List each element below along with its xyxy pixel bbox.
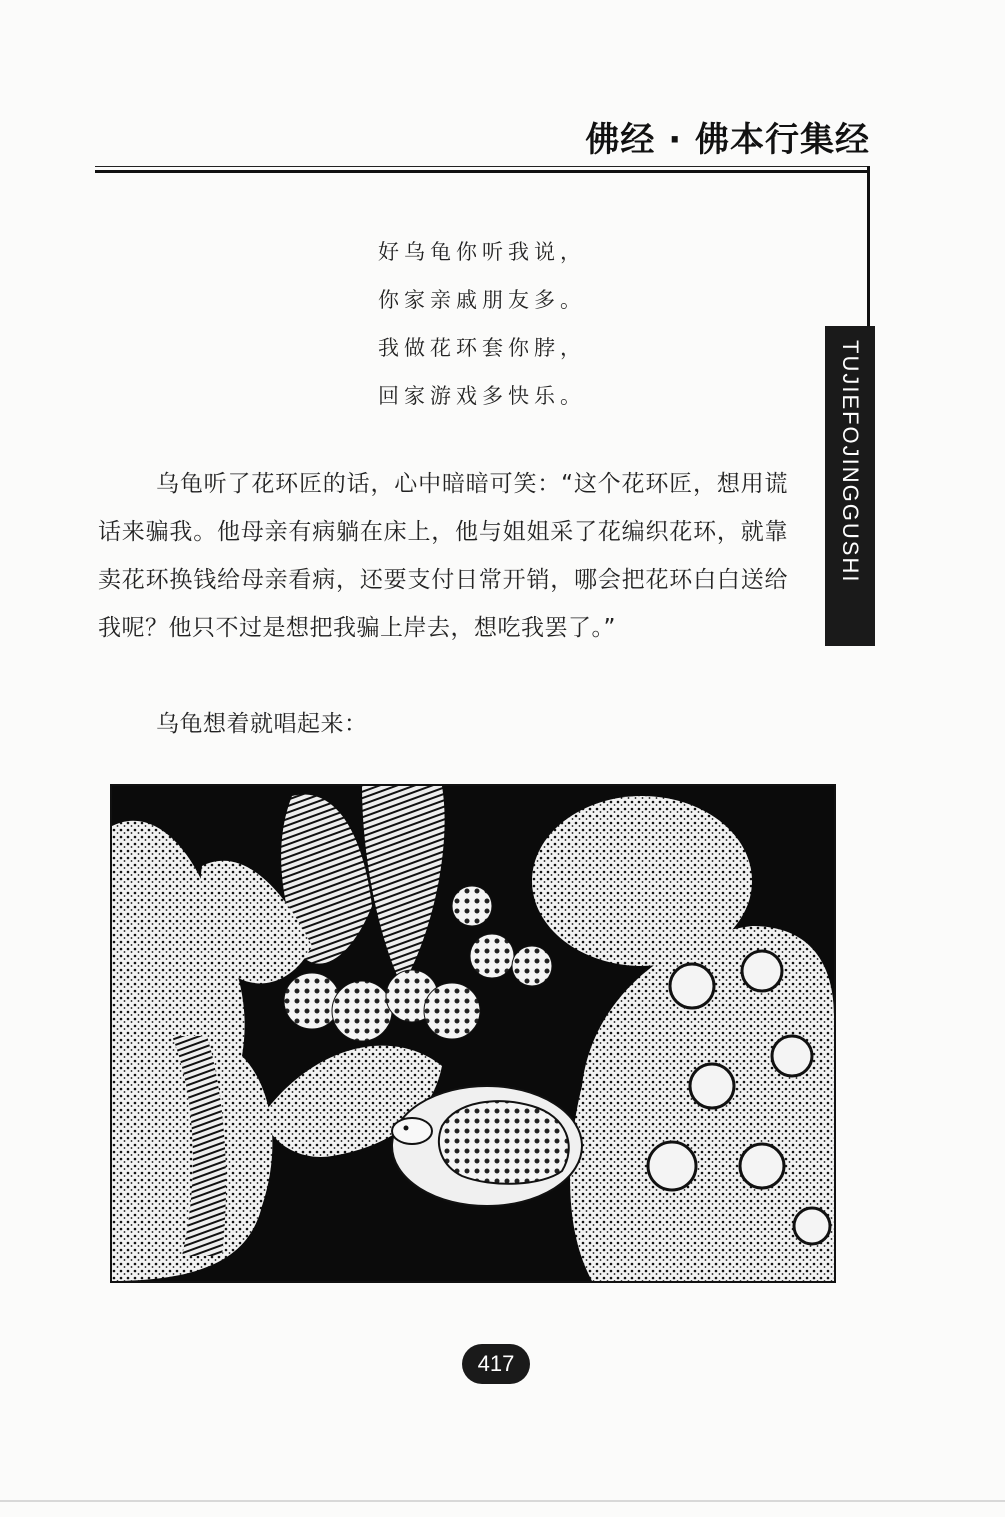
book-title: 佛经 · 佛本行集经 xyxy=(585,120,870,160)
header-rule-thick xyxy=(95,170,870,173)
woodcut-turtle-among-flowers-image xyxy=(112,786,834,1281)
header-rule-thin xyxy=(95,166,870,167)
header-rule-vertical xyxy=(867,166,870,326)
body-paragraph-2 xyxy=(98,700,788,748)
body-paragraph-1 xyxy=(98,460,788,652)
bottom-edge-line xyxy=(0,1500,1005,1502)
page-number: 417 xyxy=(462,1344,530,1384)
poem-line: 好乌龟你听我说， xyxy=(378,240,586,264)
paragraph-text: 乌龟听了花环匠的话，心中暗暗可笑：“这个花环匠，想用谎话来骗我。他母亲有病躺在床上，他与姐姐采了花编织花环，就靠卖花环换钱给母亲看病，还要支付日常开销，哪会把花环白白送给我呢？他只不过是想把我骗上岸去，想吃我罢了。” xyxy=(98,471,788,641)
poem xyxy=(378,228,586,420)
side-tab-label: TUJIEFOJINGGUSHI xyxy=(838,340,863,584)
woodcut-illustration xyxy=(110,784,836,1283)
poem-line: 你家亲戚朋友多。 xyxy=(378,288,586,312)
poem-line: 我做花环套你脖， xyxy=(378,336,586,360)
poem-line: 回家游戏多快乐。 xyxy=(378,384,586,408)
paragraph-text: 乌龟想着就唱起来： xyxy=(156,711,368,737)
